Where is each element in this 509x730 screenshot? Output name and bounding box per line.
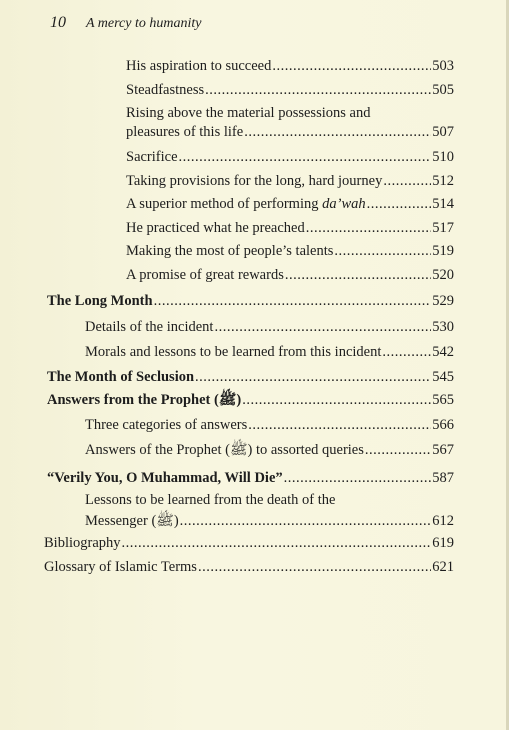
leader-dots [205,81,431,99]
toc-entry[interactable] [44,558,454,576]
toc-entry-label: A promise of great rewards [126,267,284,283]
toc-entry[interactable] [126,123,454,141]
toc-entry-label: Steadfastness [126,82,205,98]
toc-entry-label: Three categories of answers [85,417,248,433]
toc-entry-page: 587 [432,470,454,486]
toc-entry-page: 514 [432,196,454,212]
toc-entry-first-line: Lessons to be learned from the death of the [85,492,336,508]
toc-entry-page: 505 [432,82,454,98]
toc-entry[interactable] [126,242,454,260]
running-header [50,14,201,32]
toc-entry[interactable] [126,81,454,99]
leader-dots [365,441,431,459]
toc-entry-label: Taking provisions for the long, hard journey [126,173,383,189]
toc-entry-page: 503 [432,58,454,74]
toc-entry-page: 567 [432,442,454,458]
leader-dots [306,219,432,237]
leader-dots [383,172,431,190]
toc-entry[interactable] [126,57,454,75]
leader-dots [285,266,431,284]
leader-dots [179,148,432,166]
leader-dots [195,368,431,386]
toc-entry-page: 612 [432,513,454,529]
toc-section[interactable] [47,469,454,487]
toc-entry-label: Details of the incident [85,319,214,335]
toc-entry[interactable] [126,195,454,213]
leader-dots [154,292,432,310]
leader-dots [214,318,431,336]
toc-section[interactable] [47,292,454,310]
toc-entry-page: 565 [432,392,454,408]
toc-entry-label: A superior method of performing da’wah [126,196,366,212]
leader-dots [284,469,432,487]
toc-entry-label: His aspiration to succeed [126,58,272,74]
toc-entry[interactable] [126,148,454,166]
toc-section-label: “Verily You, O Muhammad, Will Die” [47,470,283,486]
leader-dots [367,195,432,213]
toc-entry-page: 507 [432,124,454,140]
leader-dots [122,534,432,552]
toc-entry-label: Messenger (ﷺ) [85,513,179,529]
toc-entry-label: Morals and lessons to be learned from this incident [85,344,382,360]
toc-entry-page: 619 [432,535,454,551]
leader-dots [180,512,432,530]
leader-dots [242,391,431,409]
toc-entry-page: 519 [432,243,454,259]
toc-entry-label: pleasures of this life [126,124,244,140]
toc-entry-page: 520 [432,267,454,283]
toc-entry[interactable] [85,512,454,530]
toc-entry-page: 545 [432,369,454,385]
toc-entry-label: Making the most of people’s talents [126,243,334,259]
toc-entry-label: Sacrifice [126,149,178,165]
toc-section[interactable] [47,391,454,409]
toc-entry[interactable] [126,172,454,190]
toc-entry-page: 529 [432,293,454,309]
leader-dots [244,123,431,141]
leader-dots [334,242,431,260]
toc-entry-page: 530 [432,319,454,335]
toc-entry-page: 517 [432,220,454,236]
toc-entry[interactable] [85,416,454,434]
toc-entry[interactable] [44,534,454,552]
toc-entry[interactable] [85,318,454,336]
toc-entry-label: Answers of the Prophet (ﷺ) to assorted queries [85,442,364,458]
toc-section-label: The Month of Seclusion [47,369,195,385]
toc-section-label: Answers from the Prophet (ﷺ) [47,392,242,408]
toc-entry-page: 621 [432,559,454,575]
leader-dots [272,57,431,75]
toc-entry-first-line: Rising above the material possessions and [126,105,371,121]
page-number: 10 [50,14,66,31]
toc-section-label: The Long Month [47,293,153,309]
toc-entry[interactable] [85,441,454,459]
toc-entry-label: He practiced what he preached [126,220,305,236]
toc-entry-label: Glossary of Islamic Terms [44,559,197,575]
toc-entry[interactable] [126,266,454,284]
toc-entry[interactable] [85,343,454,361]
leader-dots [248,416,431,434]
toc-entry-label-italic: da’wah [322,196,366,212]
toc-entry-page: 542 [432,344,454,360]
toc-entry[interactable] [126,219,454,237]
toc-section[interactable] [47,368,454,386]
toc-entry-page: 510 [432,149,454,165]
running-title: A mercy to humanity [86,16,202,31]
toc-entry-label: Bibliography [44,535,121,551]
toc-entry-page: 512 [432,173,454,189]
leader-dots [198,558,431,576]
toc-entry-page: 566 [432,417,454,433]
leader-dots [382,343,431,361]
